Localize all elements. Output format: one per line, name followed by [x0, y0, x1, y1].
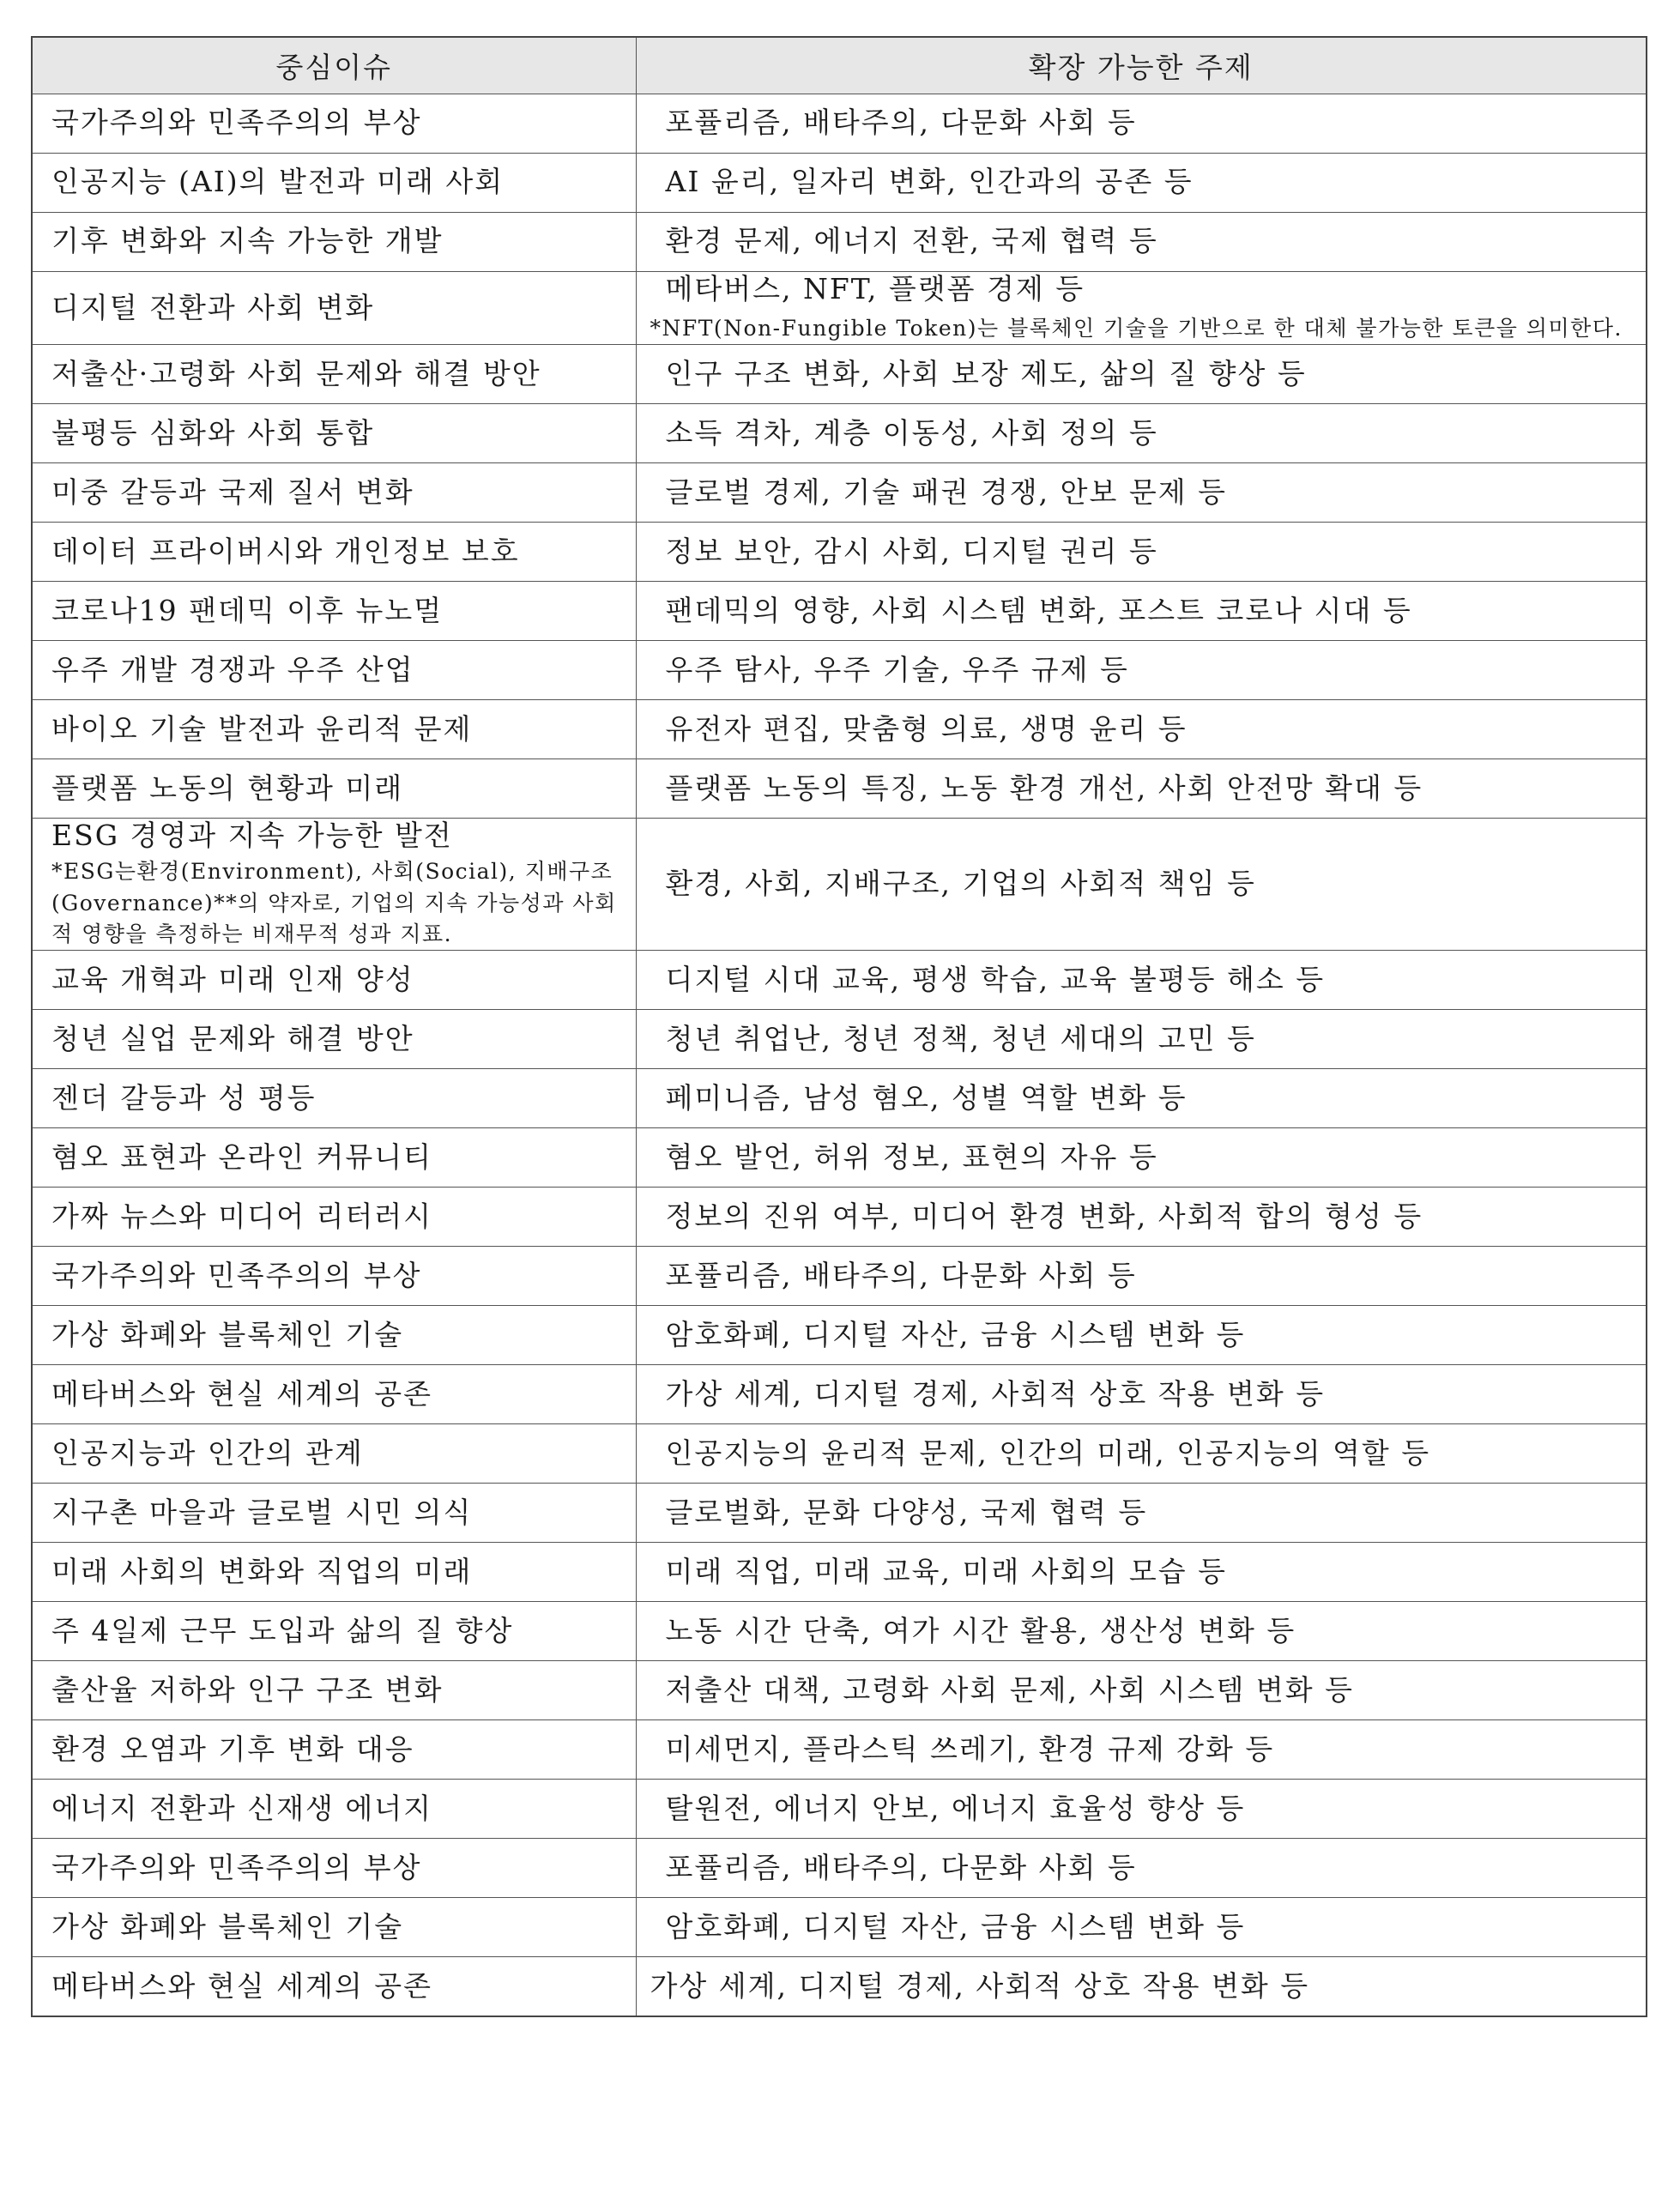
topics-cell: 페미니즘, 남성 혐오, 성별 역할 변화 등 [636, 1069, 1647, 1128]
issue-cell: 국가주의와 민족주의의 부상 [32, 1839, 636, 1898]
issue-cell: 미래 사회의 변화와 직업의 미래 [32, 1543, 636, 1602]
table-header-row [32, 37, 1647, 94]
table-row [32, 819, 1647, 951]
issue-cell: 젠더 갈등과 성 평등 [32, 1069, 636, 1128]
issue-cell: 인공지능과 인간의 관계 [32, 1424, 636, 1484]
topics-cell: 포퓰리즘, 배타주의, 다문화 사회 등 [636, 1839, 1647, 1898]
issues-table [31, 36, 1647, 2017]
topics-cell: 포퓰리즘, 배타주의, 다문화 사회 등 [636, 1247, 1647, 1306]
nft-footnote: *NFT(Non-Fungible Token)는 블록체인 기술을 기반으로 한 대체 불가능한 토큰을 의미한다. [650, 315, 1623, 341]
issue-cell: 메타버스와 현실 세계의 공존 [32, 1365, 636, 1424]
table-row [32, 1069, 1647, 1128]
topics-cell: 가상 세계, 디지털 경제, 사회적 상호 작용 변화 등 [636, 1365, 1647, 1424]
topics-cell: 미래 직업, 미래 교육, 미래 사회의 모습 등 [636, 1543, 1647, 1602]
topics-cell: 가상 세계, 디지털 경제, 사회적 상호 작용 변화 등 [636, 1957, 1647, 2016]
issue-cell: 코로나19 팬데믹 이후 뉴노멀 [32, 582, 636, 641]
issue-cell: 플랫폼 노동의 현황과 미래 [32, 759, 636, 819]
table-row [32, 1188, 1647, 1247]
issue-cell: 데이터 프라이버시와 개인정보 보호 [32, 523, 636, 582]
issue-cell: 교육 개혁과 미래 인재 양성 [32, 951, 636, 1010]
issue-cell: 우주 개발 경쟁과 우주 산업 [32, 641, 636, 700]
issue-cell: 가상 화폐와 블록체인 기술 [32, 1306, 636, 1365]
issue-cell: 불평등 심화와 사회 통합 [32, 404, 636, 463]
table-row [32, 1661, 1647, 1720]
issue-cell: 가상 화폐와 블록체인 기술 [32, 1898, 636, 1957]
table-row [32, 1957, 1647, 2016]
table-row [32, 1128, 1647, 1188]
topics-cell: 환경, 사회, 지배구조, 기업의 사회적 책임 등 [636, 819, 1647, 951]
topics-cell: 환경 문제, 에너지 전환, 국제 협력 등 [636, 212, 1647, 271]
table-row [32, 1720, 1647, 1780]
issue-cell: 청년 실업 문제와 해결 방안 [32, 1010, 636, 1069]
table-row [32, 1010, 1647, 1069]
table-row [32, 1602, 1647, 1661]
topics-text: 메타버스, NFT, 플랫폼 경제 등 [665, 271, 1085, 305]
table-row [32, 271, 1647, 345]
table-row [32, 759, 1647, 819]
table-row [32, 1839, 1647, 1898]
issue-cell: 바이오 기술 발전과 윤리적 문제 [32, 700, 636, 759]
topics-cell: 팬데믹의 영향, 사회 시스템 변화, 포스트 코로나 시대 등 [636, 582, 1647, 641]
table-row [32, 345, 1647, 404]
topics-cell: 플랫폼 노동의 특징, 노동 환경 개선, 사회 안전망 확대 등 [636, 759, 1647, 819]
issue-cell: 환경 오염과 기후 변화 대응 [32, 1720, 636, 1780]
topics-cell: 유전자 편집, 맞춤형 의료, 생명 윤리 등 [636, 700, 1647, 759]
header-issue: 중심이슈 [32, 37, 636, 94]
issue-cell: 혐오 표현과 온라인 커뮤니티 [32, 1128, 636, 1188]
table-row [32, 700, 1647, 759]
esg-footnote: *ESG는환경(Environment), 사회(Social), 지배구조(Governance)**의 약자로, 기업의 지속 가능성과 사회적 영향을 측정하는 비재무적 성과 지표. [51, 859, 617, 946]
topics-cell: 정보의 진위 여부, 미디어 환경 변화, 사회적 합의 형성 등 [636, 1188, 1647, 1247]
issue-cell: 국가주의와 민족주의의 부상 [32, 1247, 636, 1306]
topics-cell: 우주 탐사, 우주 기술, 우주 규제 등 [636, 641, 1647, 700]
table-row [32, 1898, 1647, 1957]
topics-cell [636, 271, 1647, 345]
issue-cell: 저출산·고령화 사회 문제와 해결 방안 [32, 345, 636, 404]
table-row [32, 1365, 1647, 1424]
table-row [32, 1484, 1647, 1543]
table-row [32, 951, 1647, 1010]
topics-cell: 인구 구조 변화, 사회 보장 제도, 삶의 질 향상 등 [636, 345, 1647, 404]
topics-cell: 글로벌 경제, 기술 패권 경쟁, 안보 문제 등 [636, 463, 1647, 523]
topics-cell: 미세먼지, 플라스틱 쓰레기, 환경 규제 강화 등 [636, 1720, 1647, 1780]
table-row [32, 212, 1647, 271]
issue-cell: 가짜 뉴스와 미디어 리터러시 [32, 1188, 636, 1247]
issue-cell: 에너지 전환과 신재생 에너지 [32, 1780, 636, 1839]
topics-cell: 포퓰리즘, 배타주의, 다문화 사회 등 [636, 94, 1647, 153]
issue-cell: 기후 변화와 지속 가능한 개발 [32, 212, 636, 271]
topics-cell: 글로벌화, 문화 다양성, 국제 협력 등 [636, 1484, 1647, 1543]
topics-cell: 청년 취업난, 청년 정책, 청년 세대의 고민 등 [636, 1010, 1647, 1069]
issue-cell [32, 819, 636, 951]
issue-cell: 인공지능 (AI)의 발전과 미래 사회 [32, 153, 636, 212]
table-row [32, 582, 1647, 641]
topics-cell: 암호화폐, 디지털 자산, 금융 시스템 변화 등 [636, 1306, 1647, 1365]
issue-cell: 국가주의와 민족주의의 부상 [32, 94, 636, 153]
table-row [32, 94, 1647, 153]
topics-cell: 소득 격차, 계층 이동성, 사회 정의 등 [636, 404, 1647, 463]
issue-cell: 지구촌 마을과 글로벌 시민 의식 [32, 1484, 636, 1543]
issue-cell: 디지털 전환과 사회 변화 [32, 271, 636, 345]
issue-cell: 메타버스와 현실 세계의 공존 [32, 1957, 636, 2016]
table-row [32, 1424, 1647, 1484]
topics-cell: 디지털 시대 교육, 평생 학습, 교육 불평등 해소 등 [636, 951, 1647, 1010]
topics-cell: 노동 시간 단축, 여가 시간 활용, 생산성 변화 등 [636, 1602, 1647, 1661]
table-row [32, 404, 1647, 463]
table-row [32, 523, 1647, 582]
topics-cell: AI 윤리, 일자리 변화, 인간과의 공존 등 [636, 153, 1647, 212]
table-row [32, 153, 1647, 212]
topics-cell: 탈원전, 에너지 안보, 에너지 효율성 향상 등 [636, 1780, 1647, 1839]
issue-text: ESG 경영과 지속 가능한 발전 [51, 819, 453, 852]
table-row [32, 1247, 1647, 1306]
table-row [32, 463, 1647, 523]
table-row [32, 1780, 1647, 1839]
topics-cell: 혐오 발언, 허위 정보, 표현의 자유 등 [636, 1128, 1647, 1188]
issue-cell: 미중 갈등과 국제 질서 변화 [32, 463, 636, 523]
header-topics: 확장 가능한 주제 [636, 37, 1647, 94]
topics-cell: 암호화폐, 디지털 자산, 금융 시스템 변화 등 [636, 1898, 1647, 1957]
table-row [32, 1306, 1647, 1365]
topics-cell: 인공지능의 윤리적 문제, 인간의 미래, 인공지능의 역할 등 [636, 1424, 1647, 1484]
table-row [32, 1543, 1647, 1602]
topics-cell: 정보 보안, 감시 사회, 디지털 권리 등 [636, 523, 1647, 582]
topics-cell: 저출산 대책, 고령화 사회 문제, 사회 시스템 변화 등 [636, 1661, 1647, 1720]
issue-cell: 주 4일제 근무 도입과 삶의 질 향상 [32, 1602, 636, 1661]
issue-cell: 출산율 저하와 인구 구조 변화 [32, 1661, 636, 1720]
table-row [32, 641, 1647, 700]
